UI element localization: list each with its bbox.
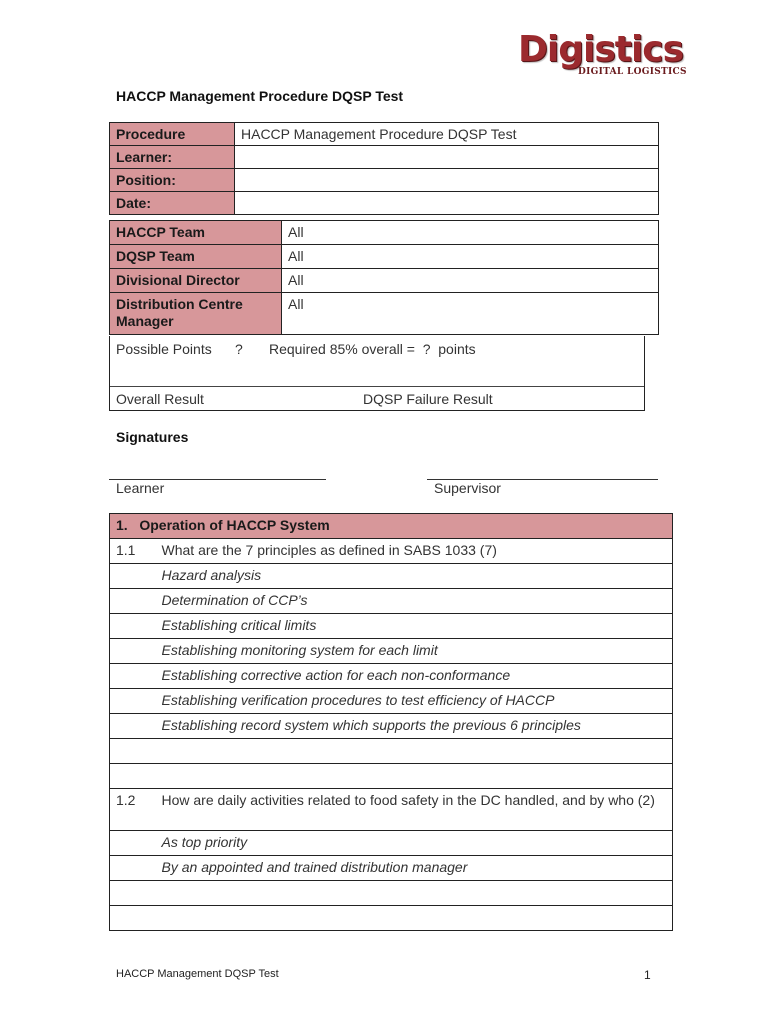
question-text: How are daily activities related to food safety in the DC handled, and by who (2) — [156, 789, 673, 831]
answer-text[interactable]: By an appointed and trained distribution manager — [156, 856, 673, 881]
info-row-position — [110, 169, 659, 192]
team-table — [109, 220, 659, 335]
logo-tagline: DIGITAL LOGISTICS — [578, 67, 687, 77]
value-procedure[interactable]: HACCP Management Procedure DQSP Test — [235, 123, 659, 146]
question-number: 1.1 — [110, 539, 156, 564]
label-position: Position: — [110, 169, 235, 192]
value-dc-manager: All — [282, 293, 659, 335]
info-row-procedure — [110, 123, 659, 146]
answer-row — [110, 831, 673, 856]
points-box — [109, 336, 645, 411]
overall-result-label: Overall Result — [116, 391, 204, 407]
position-field[interactable] — [235, 169, 659, 192]
team-row-dc-manager — [110, 293, 659, 335]
answer-row-blank — [110, 881, 673, 906]
answer-blank[interactable] — [156, 881, 673, 906]
answer-blank[interactable] — [156, 764, 673, 789]
label-dqsp-team: DQSP Team — [110, 245, 282, 269]
required-points-text: Required 85% overall = ? points — [269, 341, 476, 357]
question-row — [110, 789, 673, 831]
date-field[interactable] — [235, 192, 659, 215]
team-row-dqsp — [110, 245, 659, 269]
answer-blank[interactable] — [156, 906, 673, 931]
possible-points-label: Possible Points — [116, 341, 212, 357]
team-row-haccp — [110, 221, 659, 245]
answer-row — [110, 664, 673, 689]
label-procedure: Procedure — [110, 123, 235, 146]
section-title: Operation of HACCP System — [139, 517, 330, 533]
answer-row-blank — [110, 906, 673, 931]
question-text: What are the 7 principles as defined in SABS 1033 (7) — [156, 539, 673, 564]
section-number: 1. — [116, 517, 128, 533]
section-header — [110, 514, 673, 539]
info-row-date — [110, 192, 659, 215]
team-row-divisional-director — [110, 269, 659, 293]
answer-text[interactable]: Determination of CCP’s — [156, 589, 673, 614]
page-number: 1 — [644, 968, 651, 982]
answer-text[interactable]: Establishing corrective action for each non-conformance — [156, 664, 673, 689]
answer-row — [110, 639, 673, 664]
possible-points-value: ? — [235, 341, 243, 357]
document-title: HACCP Management Procedure DQSP Test — [116, 88, 404, 104]
answer-row — [110, 856, 673, 881]
supervisor-signature-label: Supervisor — [434, 480, 501, 496]
answer-text[interactable]: Establishing critical limits — [156, 614, 673, 639]
dqsp-failure-result-label: DQSP Failure Result — [363, 391, 493, 407]
answer-text[interactable]: Hazard analysis — [156, 564, 673, 589]
footer-title: HACCP Management DQSP Test — [116, 968, 279, 980]
answer-row — [110, 714, 673, 739]
label-learner: Learner: — [110, 146, 235, 169]
answer-text[interactable]: Establishing monitoring system for each limit — [156, 639, 673, 664]
answer-row — [110, 689, 673, 714]
answer-row — [110, 589, 673, 614]
results-row — [110, 387, 644, 411]
answer-row-blank — [110, 764, 673, 789]
points-row — [110, 336, 644, 387]
answer-text[interactable]: Establishing verification procedures to test efficiency of HACCP — [156, 689, 673, 714]
answer-row — [110, 564, 673, 589]
learner-signature-label: Learner — [116, 480, 165, 496]
value-divisional-director: All — [282, 269, 659, 293]
label-date: Date: — [110, 192, 235, 215]
answer-row — [110, 614, 673, 639]
label-dc-manager: Distribution Centre Manager — [110, 293, 282, 335]
procedure-info-table — [109, 122, 659, 215]
value-dqsp-team: All — [282, 245, 659, 269]
answer-text[interactable]: Establishing record system which supports the previous 6 principles — [156, 714, 673, 739]
info-row-learner — [110, 146, 659, 169]
label-divisional-director: Divisional Director — [110, 269, 282, 293]
question-row — [110, 539, 673, 564]
value-haccp-team: All — [282, 221, 659, 245]
section-header-row — [110, 514, 673, 539]
learner-field[interactable] — [235, 146, 659, 169]
digistics-logo — [518, 29, 688, 82]
label-haccp-team: HACCP Team — [110, 221, 282, 245]
answer-blank[interactable] — [156, 739, 673, 764]
section-1-table — [109, 513, 673, 931]
question-number: 1.2 — [110, 789, 156, 831]
logo-wordmark: Digistics — [518, 29, 684, 70]
answer-text[interactable]: As top priority — [156, 831, 673, 856]
answer-row-blank — [110, 739, 673, 764]
signatures-heading: Signatures — [116, 429, 189, 445]
